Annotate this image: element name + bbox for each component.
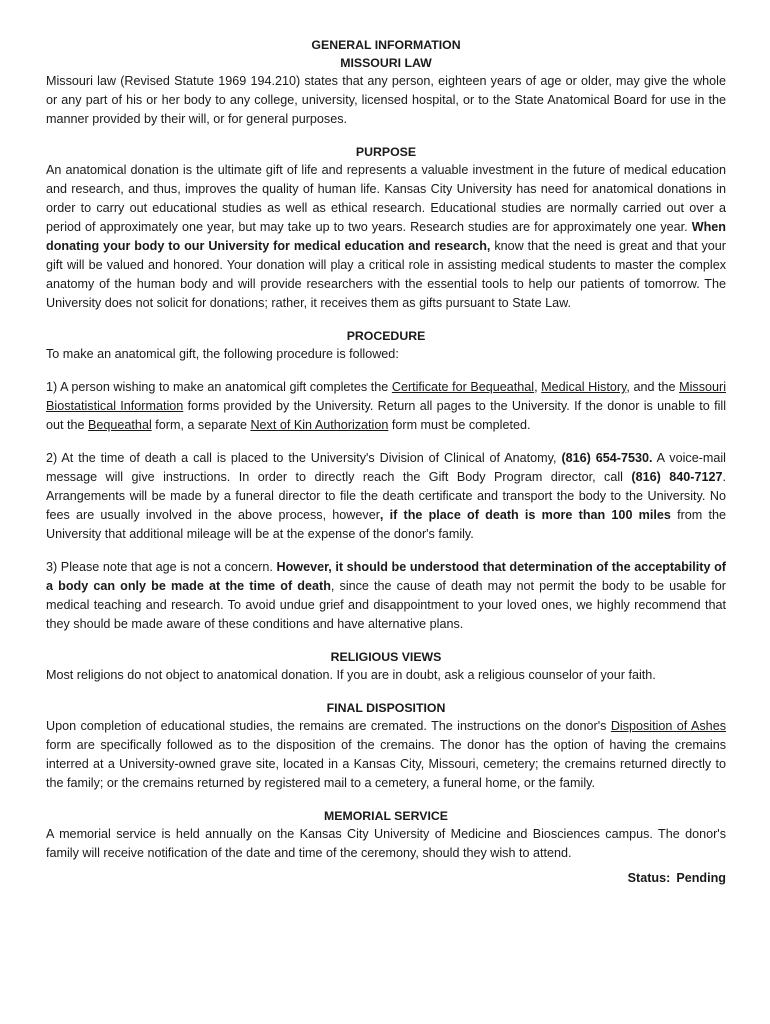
step2-text-3: . Arrangements will be made by a funeral director to file the death certificate and transport the body to the University. No fees are usually involved in the above process, however <box>46 470 726 522</box>
purpose-text <box>46 161 726 313</box>
procedure-step-3 <box>46 558 726 634</box>
step2-text-2: A voice-mail message will give instructions. In order to directly reach the Gift Body Program director, call <box>46 451 726 484</box>
certificate-for-bequeathal-link[interactable]: Certificate for Bequeathal <box>391 380 535 394</box>
religious-views-text: Most religions do not object to anatomical donation. If you are in doubt, ask a religious counselor of your faith. <box>46 668 656 682</box>
step1-text-6: form must be completed. <box>388 418 531 432</box>
general-information-heading: GENERAL INFORMATION <box>311 38 461 52</box>
purpose-bold: When donating your body to our University for medical education and research, <box>46 220 726 253</box>
final-disposition-text <box>46 717 726 793</box>
procedure-heading: PROCEDURE <box>346 329 426 343</box>
final-disposition-heading: FINAL DISPOSITION <box>326 701 446 715</box>
step1-text-4: forms provided by the University. Return all pages to the University. If the donor is unable to fill out the <box>46 399 726 432</box>
document-page <box>46 36 726 888</box>
purpose-heading: PURPOSE <box>355 145 417 159</box>
bequeathal-link[interactable]: Bequeathal <box>88 418 152 432</box>
step1-text-5: form, a separate <box>151 418 251 432</box>
final-text-1: Upon completion of educational studies, the remains are cremated. The instructions on the donor's <box>46 719 611 733</box>
medical-history-link[interactable]: Medical History <box>541 380 627 394</box>
status-line <box>46 869 726 888</box>
step3-text-1: 3) Please note that age is not a concern. <box>46 560 277 574</box>
director-phone-number: (816) 840-7127 <box>631 470 723 484</box>
memorial-service-heading: MEMORIAL SERVICE <box>324 809 448 823</box>
disposition-of-ashes-link[interactable]: Disposition of Ashes <box>610 719 726 733</box>
status-label: Status: <box>627 871 671 885</box>
procedure-step-2 <box>46 449 726 544</box>
purpose-text-1: An anatomical donation is the ultimate gift of life and represents a valuable investment in the future of medical education and research, and thus, improves the quality of human life. Kansas City University has need for anatomical donations in order to carry out educational studies as well as ethical research. Educational studies are normally carried out over a period of approximately one year, but may take up to two years. Research studies are for approximately one year. <box>46 163 726 234</box>
step3-bold: However, it should be understood that determination of the acceptability of a body can only be made at the time of death <box>46 560 726 593</box>
step1-text-1: 1) A person wishing to make an anatomical gift completes the <box>46 380 392 394</box>
step1-text-2: , <box>534 380 542 394</box>
religious-views-heading: RELIGIOUS VIEWS <box>330 650 442 664</box>
procedure-step-1 <box>46 378 726 435</box>
step2-text-4: from the University that additional mileage will be at the expense of the donor's family. <box>46 508 726 541</box>
step1-text-3: , and the <box>626 380 680 394</box>
final-text-2: form are specifically followed as to the disposition of the cremains. The donor has the option of having the cremains interred at a University-owned grave site, located in a Kansas City, Missouri, cemetery; the cremains returned directly to the family; or the cremains returned by registered mail to a cemetery, a funeral home, or the family. <box>46 738 726 790</box>
purpose-text-2: know that the need is great and that your gift will be valued and honored. Your donation will play a critical role in assisting medical students to master the complex anatomy of the human body and will provide researchers with the essential tools to help our patients of tomorrow. The University does not solicit for donations; rather, it receives them as gifts pursuant to State Law. <box>46 239 726 310</box>
missouri-law-heading: MISSOURI LAW <box>340 56 432 70</box>
missouri-biostatistical-information-link[interactable]: Missouri Biostatistical Information <box>46 380 726 413</box>
step2-bold: , if the place of death is more than 100 miles <box>379 508 671 522</box>
step3-text-2: , since the cause of death may not permit the body to be usable for medical teaching and research. To avoid undue grief and disappointment to your loved ones, we highly recommend that they should be made aware of these conditions and have alternative plans. <box>46 579 726 631</box>
procedure-intro: To make an anatomical gift, the following procedure is followed: <box>46 347 399 361</box>
memorial-service-text: A memorial service is held annually on the Kansas City University of Medicine and Biosciences campus. The donor's family will receive notification of the date and time of the ceremony, should they wish to attend. <box>46 827 726 860</box>
anatomy-phone-number: (816) 654-7530. <box>561 451 653 465</box>
step2-text-1: 2) At the time of death a call is placed to the University's Division of Clinical of Anatomy, <box>46 451 562 465</box>
missouri-law-text: Missouri law (Revised Statute 1969 194.210) states that any person, eighteen years of age or older, may give the whole or any part of his or her body to any college, university, licensed hospital, or to the State Anatomical Board for use in the manner provided by their will, or for general purposes. <box>46 74 726 126</box>
status-badge: Pending <box>676 871 726 885</box>
next-of-kin-authorization-link[interactable]: Next of Kin Authorization <box>250 418 389 432</box>
